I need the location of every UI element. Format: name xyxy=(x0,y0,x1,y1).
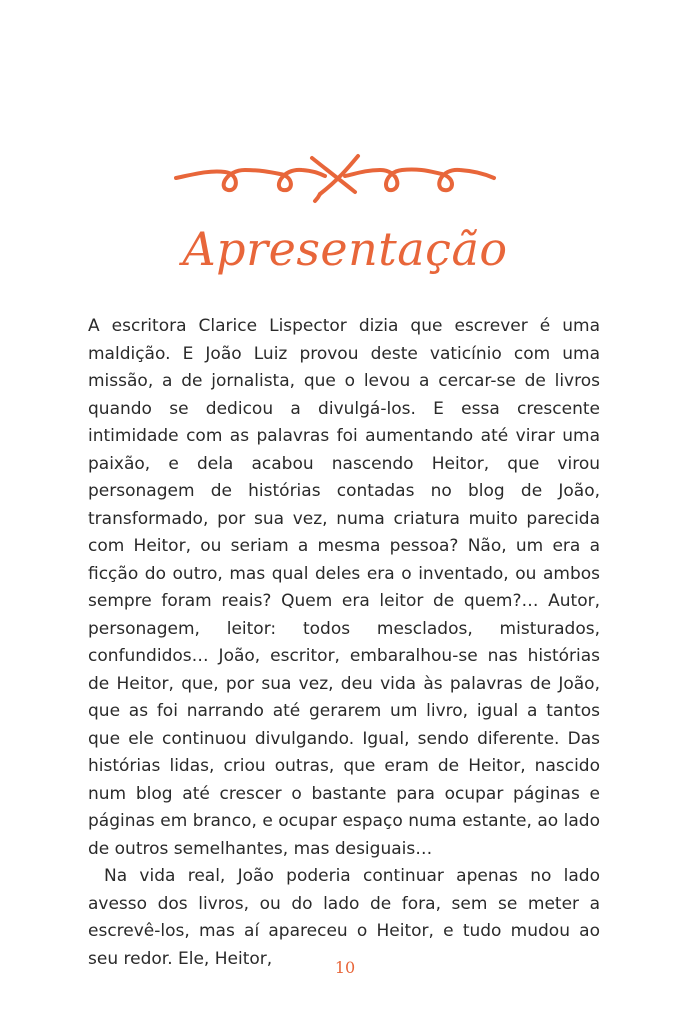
paragraph: Na vida real, João poderia continuar apenas no lado avesso dos livros, ou do lado de fora, sem se meter a escrevê-los, mas aí apareceu o Heitor, e tudo mudou ao seu redor. Ele, Heitor, xyxy=(88,866,600,969)
decorative-flourish-icon xyxy=(170,148,500,204)
page-number: 10 xyxy=(334,958,356,977)
body-text xyxy=(88,313,600,973)
page-title: Apresentação xyxy=(182,222,508,276)
paragraph: A escritora Clarice Lispector dizia que escrever é uma maldição. E João Luiz provou deste vaticínio com uma missão, a de jornalista, que o levou a cercar-se de livros quando se dedicou a divulgá-los. E essa crescente intimidade com as palavras foi aumentando até virar uma paixão, e dela acabou nascendo Heitor, que virou personagem de histórias contadas no blog de João, transformado, por sua vez, numa criatura muito parecida com Heitor, ou seriam a mesma pessoa? Não, um era a ficção do outro, mas qual deles era o inventado, ou ambos sempre foram reais? Quem era leitor de quem?… Autor, personagem, leitor: todos mesclados, misturados, confundidos… João, escritor, embaralhou-se nas histórias de Heitor, que, por sua vez, deu vida às palavras de João, que as foi narrando até gerarem um livro, igual a tantos que ele continuou divulgando. Igual, sendo diferente. Das histórias lidas, criou outras, que eram de Heitor, nascido num blog até crescer o bastante para ocupar páginas e páginas em branco, e ocupar espaço numa estante, ao lado de outros semelhantes, mas desiguais… xyxy=(88,316,600,859)
